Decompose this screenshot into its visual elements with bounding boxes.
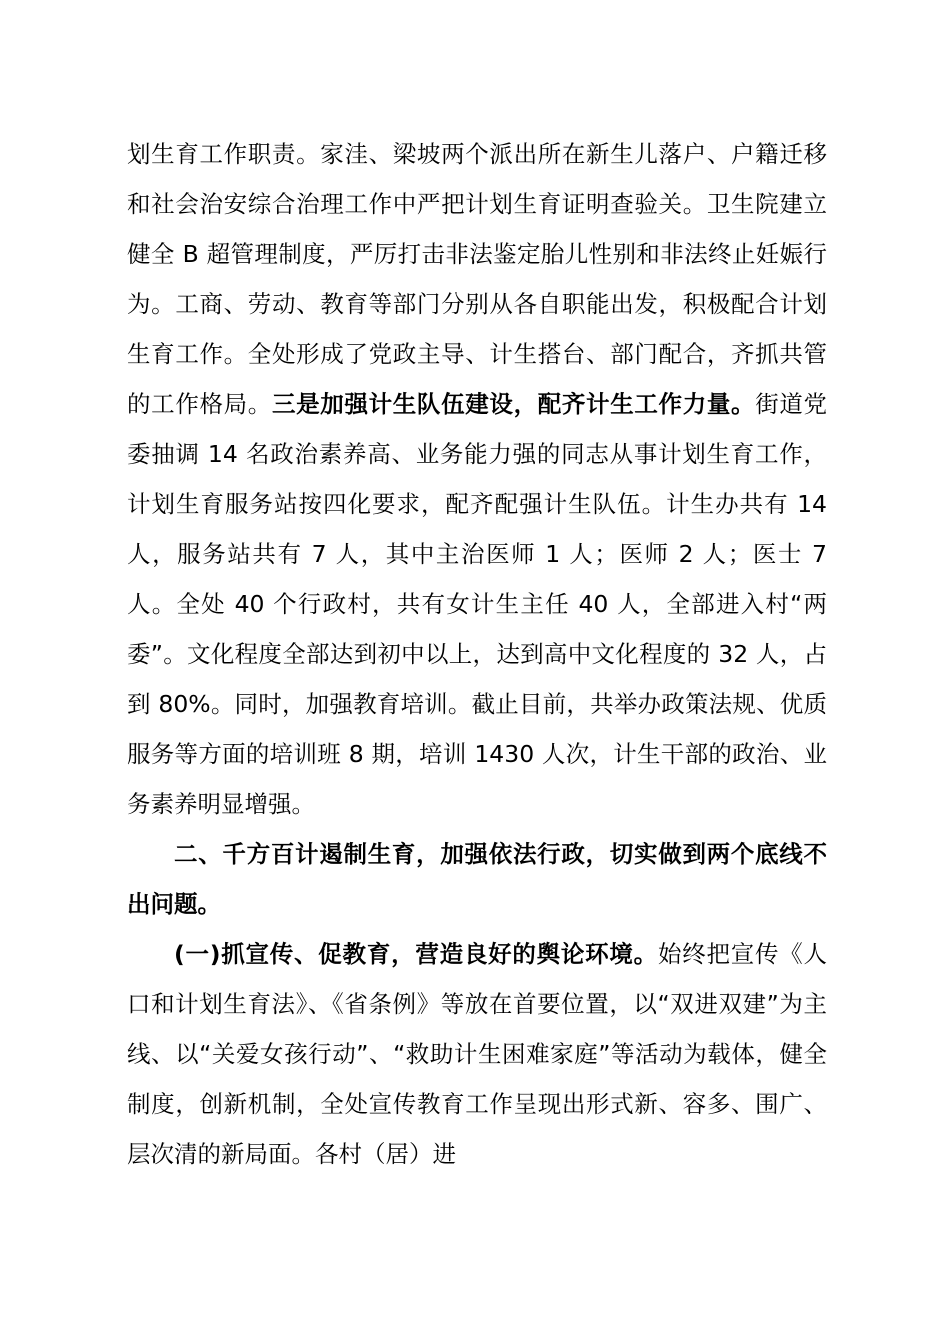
paragraph-text: 始终把宣传《人口和计划生育法》、《省条例》等放在首要位置，以“双进双建”为主线、以“关爱女孩行动”、“救助计生困难家庭”等活动为载体，健全制度，创新机制，全处宣传教育工作呈现出形式新、容多、围广、层次清的新局面。各村（居）进 [127,940,827,1168]
bold-lead-sentence: (一)抓宣传、促教育，营造良好的舆论环境。 [174,940,658,968]
bold-lead-sentence: 三是加强计生队伍建设，配齐计生工作力量。 [271,390,756,418]
paragraph-publicity [127,929,827,1179]
paragraph-text: 划生育工作职责。家洼、梁坡两个派出所在新生儿落户、户籍迁移和社会治安综合治理工作中严把计划生育证明查验关。卫生院建立健全 B 超管理制度，严厉打击非法鉴定胎儿性别和非法终止妊娠行为。工商、劳动、教育等部门分别从各自职能出发，积极配合计划生育工作。全处形成了党政主导、计生搭台、部门配合，齐抓共管的工作格局。 [127,140,827,418]
paragraph-staffing [127,129,827,829]
document-page [127,129,827,1179]
section-heading-2: 二、千方百计遏制生育，加强依法行政，切实做到两个底线不出问题。 [127,840,827,918]
paragraph-text: 街道党委抽调 14 名政治素养高、业务能力强的同志从事计划生育工作，计划生育服务站按四化要求，配齐配强计生队伍。计生办共有 14 人，服务站共有 7 人，其中主治医师 1 人；医师 2 人；医士 7 人。全处 40 个行政村，共有女计生主任 40 人，全部进入村“两委”。文化程度全部达到初中以上，达到高中文化程度的 32 人，占到 80%。同时，加强教育培训。截止目前，共举办政策法规、优质服务等方面的培训班 8 期，培训 1430 人次，计生干部的政治、业务素养明显增强。 [127,390,828,818]
